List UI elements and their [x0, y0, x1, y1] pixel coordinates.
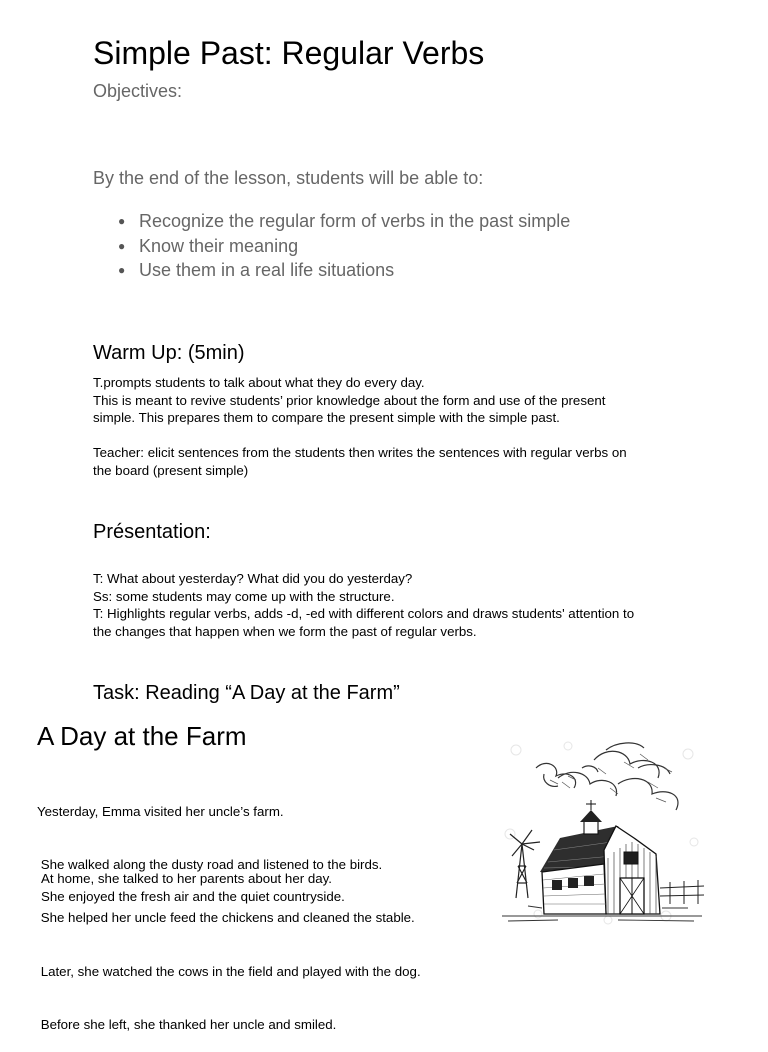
- objective-item: ● Use them in a real life situations: [118, 258, 678, 283]
- warmup-paragraph-1: [93, 374, 693, 427]
- story-line: She helped her uncle feed the chickens and cleaned the stable.: [37, 910, 415, 926]
- story-line: At home, she talked to her parents about her day.: [41, 871, 332, 886]
- paragraph-line: the board (present simple): [93, 462, 249, 478]
- barn-illustration: [498, 738, 706, 926]
- story-paragraph-1: [37, 767, 421, 1052]
- story-line: Yesterday, Emma visited her uncle’s farm.: [37, 803, 284, 819]
- task-heading: Task: Reading “A Day at the Farm”: [93, 682, 400, 704]
- story-line: Before she left, she thanked her uncle and smiled.: [37, 1017, 337, 1033]
- paragraph-line: simple. This prepares them to compare the present simple with the simple past.: [93, 410, 560, 425]
- paragraph-line: T: What about yesterday? What did you do yesterday?: [93, 571, 413, 586]
- paragraph-line: T.prompts students to talk about what they do every day.: [93, 375, 425, 390]
- story-line: She enjoyed the fresh air and the quiet countryside.: [41, 888, 345, 904]
- story-paragraph-2: [41, 870, 345, 906]
- objective-item: ● Recognize the regular form of verbs in the past simple: [118, 209, 678, 234]
- paragraph-line: Ss: some students may come up with the structure.: [93, 588, 395, 604]
- story-title: A Day at the Farm: [37, 721, 247, 751]
- warmup-heading: Warm Up: (5min): [93, 342, 245, 364]
- story-line: She walked along the dusty road and listened to the birds.: [37, 856, 383, 872]
- objectives-list: [118, 209, 678, 283]
- objectives-intro: By the end of the lesson, students will be able to:: [93, 168, 484, 188]
- paragraph-line: Teacher: elicit sentences from the students then writes the sentences with regular verbs on: [93, 445, 627, 460]
- page-title: Simple Past: Regular Verbs: [93, 35, 485, 71]
- paragraph-line: the changes that happen when we form the past of regular verbs.: [93, 623, 477, 639]
- warmup-paragraph-2: [93, 444, 693, 479]
- objectives-label: Objectives:: [93, 81, 183, 101]
- presentation-paragraph: [93, 570, 693, 640]
- objective-item: ● Know their meaning: [118, 234, 678, 259]
- story-line: Later, she watched the cows in the field and played with the dog.: [37, 963, 421, 979]
- presentation-heading: Présentation:: [93, 521, 211, 543]
- paragraph-line: This is meant to revive students’ prior knowledge about the form and use of the present: [93, 392, 606, 408]
- paragraph-line: T: Highlights regular verbs, adds -d, -ed with different colors and draws students' attention to: [93, 606, 635, 621]
